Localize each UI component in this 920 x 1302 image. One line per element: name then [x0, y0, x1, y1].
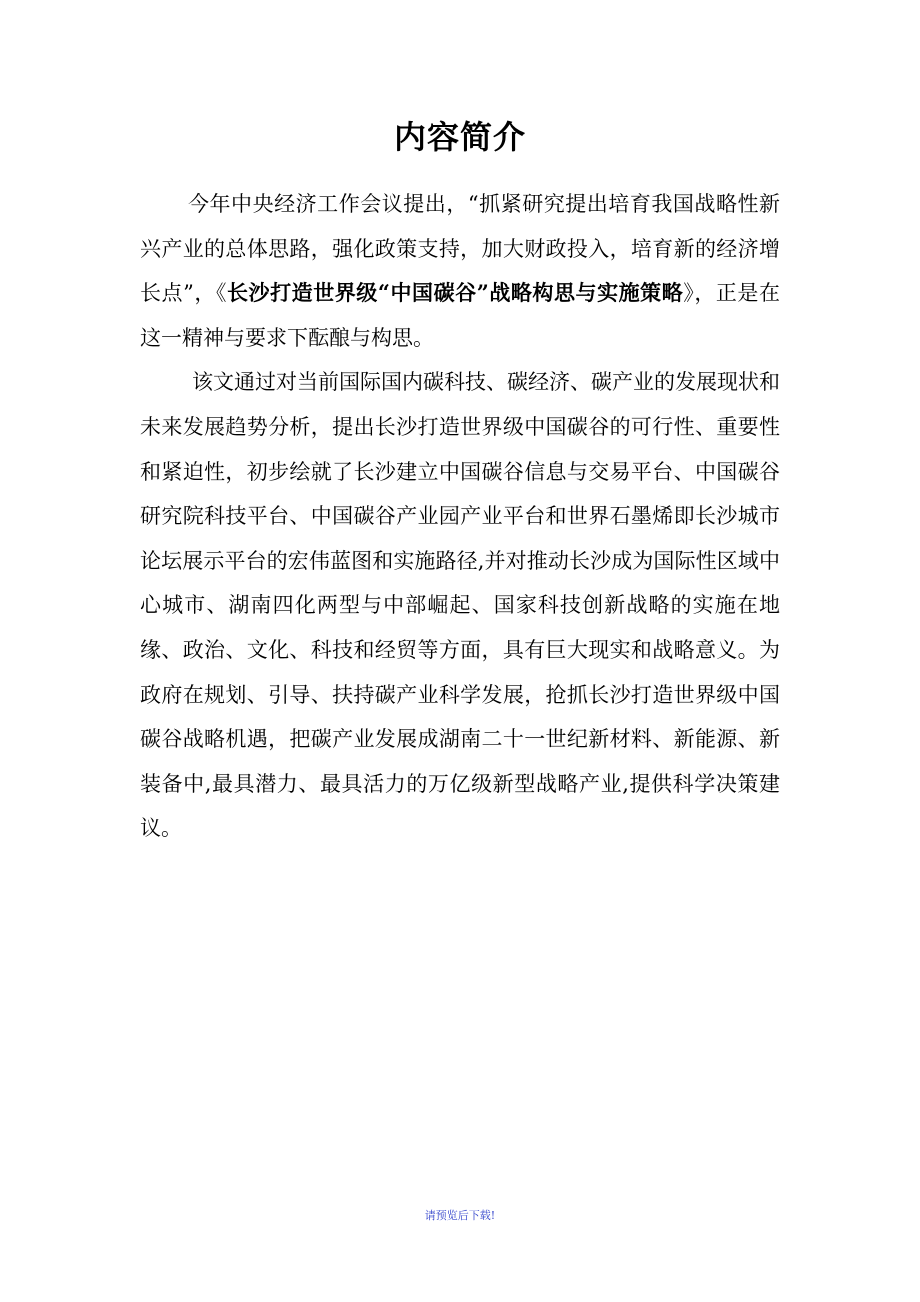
download-note: 请预览后下载!	[424, 1209, 496, 1222]
page-title: 内容简介	[393, 118, 526, 156]
paragraph-intro-tail: 》，正是在这一精神与要求下酝酿与构思。	[140, 281, 780, 350]
article-title-reference: 长沙打造世界级“中国碳谷”战略构思与实施策略	[227, 280, 684, 306]
paragraph-intro	[140, 182, 780, 360]
paragraph-intro-lead: 今年中央经济工作会议提出，“抓紧研究提出培育我国战略性新兴产业的总体思路，强化政策支持，加大财政投入，培育新的经济增长点”，《	[140, 192, 780, 306]
document-body	[140, 182, 780, 851]
paragraph-summary: 该文通过对当前国际国内碳科技、碳经济、碳产业的发展现状和未来发展趋势分析，提出长沙打造世界级中国碳谷的可行性、重要性和紧迫性，初步绘就了长沙建立中国碳谷信息与交易平台、中国碳谷研究院科技平台、中国碳谷产业园产业平台和世界石墨烯即长沙城市论坛展示平台的宏伟蓝图和实施路径,并对推动长沙成为国际性区域中心城市、湖南四化两型与中部崛起、国家科技创新战略的实施在地缘、政治、文化、科技和经贸等方面，具有巨大现实和战略意义。为政府在规划、引导、扶持碳产业科学发展，抢抓长沙打造世界级中国碳谷战略机遇，把碳产业发展成湖南二十一世纪新材料、新能源、新装备中,最具潜力、最具活力的万亿级新型战略产业,提供科学决策建议。	[140, 370, 780, 841]
